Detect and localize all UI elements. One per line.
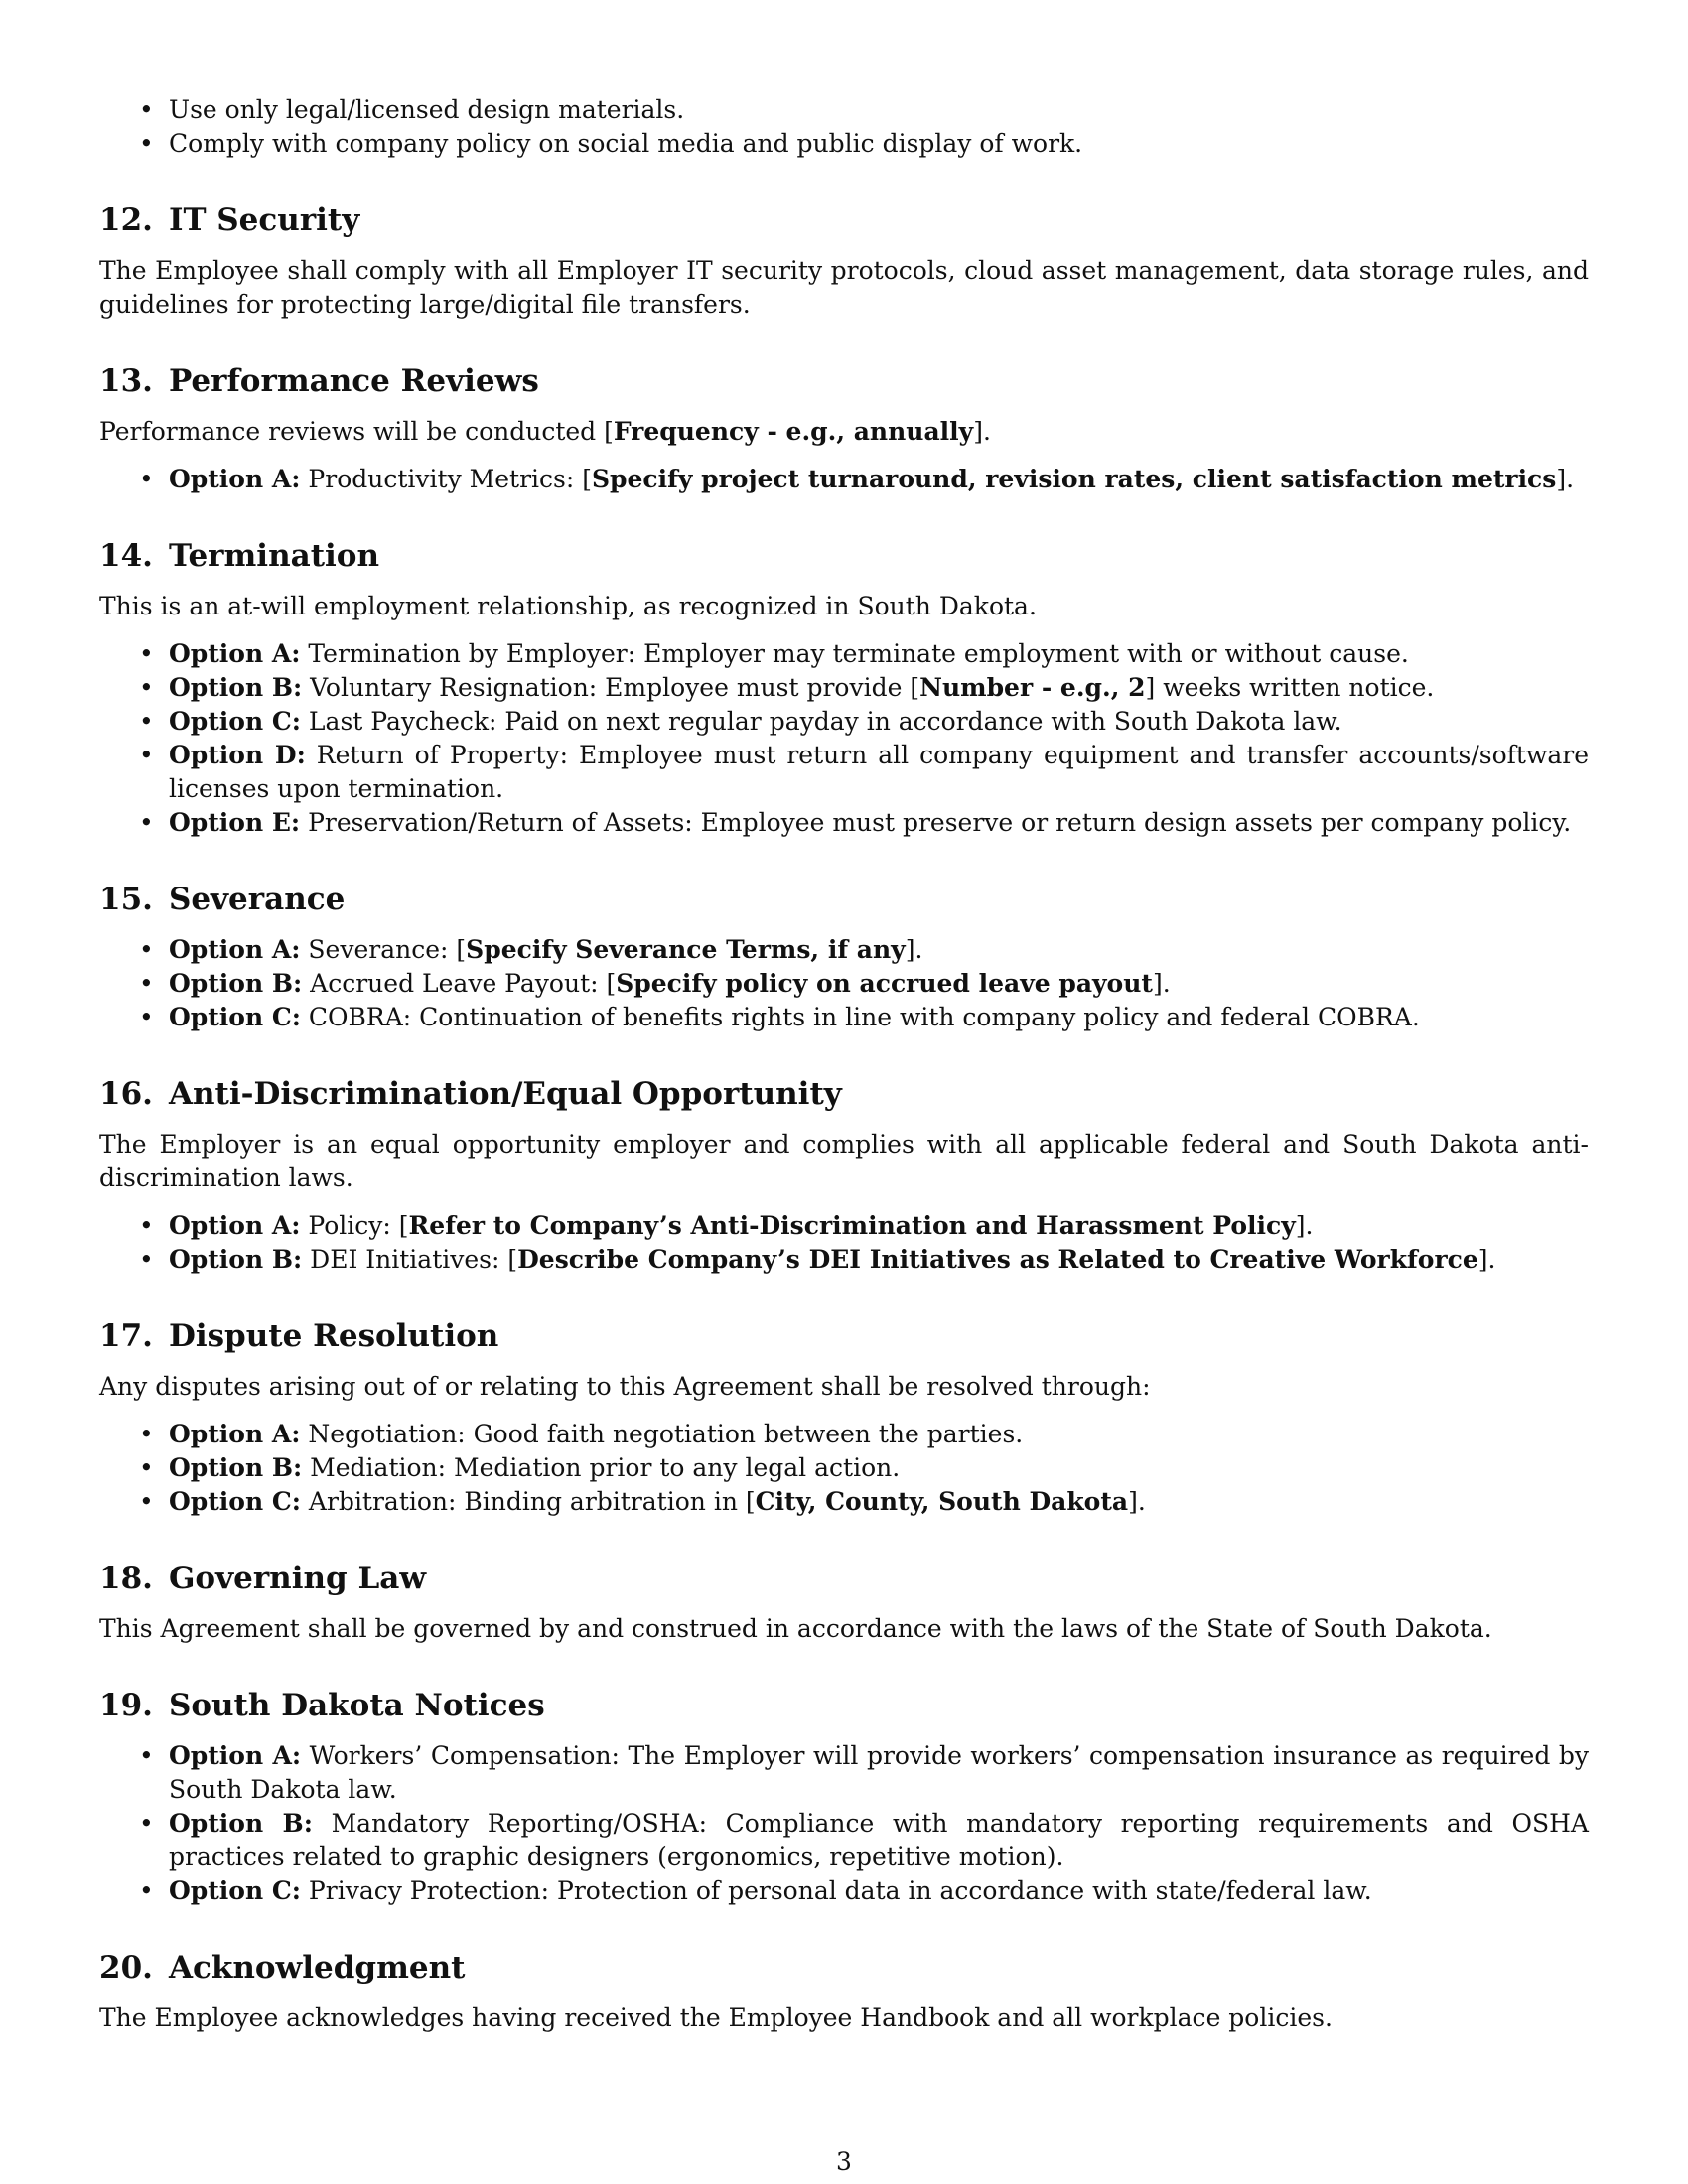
section-severance bbox=[99, 880, 1589, 1034]
section-paragraph: This Agreement shall be governed by and construed in accordance with the laws of the State of South Dakota. bbox=[99, 1614, 1492, 1643]
option-list bbox=[99, 933, 1589, 1034]
list-item: • Comply with company policy on social media and public display of work. bbox=[99, 127, 1589, 161]
option-list bbox=[99, 1418, 1589, 1519]
section-heading: 13. Performance Reviews bbox=[99, 363, 539, 399]
list-item: • Option C: COBRA: Continuation of benefits rights in line with company policy and federal COBRA. bbox=[99, 1001, 1589, 1034]
placeholder-text: Specify Severance Terms, if any bbox=[466, 935, 906, 964]
list-item: • Option A: Severance: [Specify Severance Terms, if any]. bbox=[99, 933, 1589, 967]
list-item: • Option D: Return of Property: Employee must return all company equipment and transfer accounts/software licenses upon termination. bbox=[99, 739, 1589, 806]
section-it-security bbox=[99, 201, 1589, 322]
list-item: • Use only legal/licensed design materials. bbox=[99, 93, 1589, 127]
section-acknowledgment bbox=[99, 1948, 1589, 2035]
placeholder-text: Refer to Company’s Anti-Discrimination and Harassment Policy bbox=[408, 1211, 1296, 1240]
section-performance-reviews bbox=[99, 361, 1589, 496]
section-heading: 14. Termination bbox=[99, 538, 380, 574]
placeholder-text: City, County, South Dakota bbox=[755, 1487, 1129, 1516]
option-list bbox=[99, 1739, 1589, 1908]
list-item: • Option B: Mandatory Reporting/OSHA: Compliance with mandatory reporting requirements and OSHA practices related to graphic designers (ergonomics, repetitive motion). bbox=[99, 1807, 1589, 1874]
list-item: • Option B: Accrued Leave Payout: [Specify policy on accrued leave payout]. bbox=[99, 967, 1589, 1001]
section-paragraph: The Employee shall comply with all Employer IT security protocols, cloud asset management, data storage rules, and guidelines for protecting large/digital file transfers. bbox=[99, 256, 1589, 319]
placeholder-text: Number - e.g., 2 bbox=[919, 673, 1146, 702]
option-list bbox=[99, 637, 1589, 840]
placeholder-text: Specify policy on accrued leave payout bbox=[616, 969, 1153, 998]
top-bullet-list bbox=[99, 93, 1589, 161]
list-item: • Option C: Last Paycheck: Paid on next regular payday in accordance with South Dakota law. bbox=[99, 705, 1589, 739]
section-anti-discrimination bbox=[99, 1074, 1589, 1277]
placeholder-text: Describe Company’s DEI Initiatives as Related to Creative Workforce bbox=[517, 1245, 1478, 1274]
option-list bbox=[99, 463, 1589, 496]
list-item: • Option A: Workers’ Compensation: The Employer will provide workers’ compensation insurance as required by South Dakota law. bbox=[99, 1739, 1589, 1807]
list-item: • Option B: Mediation: Mediation prior to any legal action. bbox=[99, 1451, 1589, 1485]
section-paragraph: Any disputes arising out of or relating to this Agreement shall be resolved through: bbox=[99, 1372, 1151, 1401]
section-dispute-resolution bbox=[99, 1316, 1589, 1519]
section-paragraph: Performance reviews will be conducted [Frequency - e.g., annually]. bbox=[99, 417, 991, 446]
document-page bbox=[99, 93, 1589, 2035]
section-heading: 12. IT Security bbox=[99, 203, 360, 238]
list-item: • Option B: Voluntary Resignation: Employee must provide [Number - e.g., 2] weeks written notice. bbox=[99, 671, 1589, 705]
option-list bbox=[99, 1209, 1589, 1277]
placeholder-text: Specify project turnaround, revision rates, client satisfaction metrics bbox=[591, 465, 1557, 493]
page-number: 3 bbox=[836, 2147, 852, 2176]
section-heading: 20. Acknowledgment bbox=[99, 1950, 466, 1985]
list-item: • Option C: Arbitration: Binding arbitration in [City, County, South Dakota]. bbox=[99, 1485, 1589, 1519]
section-paragraph: This is an at-will employment relationship, as recognized in South Dakota. bbox=[99, 592, 1037, 620]
section-heading: 17. Dispute Resolution bbox=[99, 1318, 499, 1354]
list-item: • Option A: Negotiation: Good faith negotiation between the parties. bbox=[99, 1418, 1589, 1451]
section-termination bbox=[99, 536, 1589, 840]
section-heading: 19. South Dakota Notices bbox=[99, 1688, 545, 1723]
list-item: • Option A: Productivity Metrics: [Specify project turnaround, revision rates, client satisfaction metrics]. bbox=[99, 463, 1589, 496]
section-heading: 16. Anti-Discrimination/Equal Opportunity bbox=[99, 1076, 842, 1112]
list-item: • Option B: DEI Initiatives: [Describe Company’s DEI Initiatives as Related to Creative Workforce]. bbox=[99, 1243, 1589, 1277]
list-item: • Option A: Termination by Employer: Employer may terminate employment with or without cause. bbox=[99, 637, 1589, 671]
section-paragraph: The Employer is an equal opportunity employer and complies with all applicable federal and South Dakota anti-discrimination laws. bbox=[99, 1130, 1589, 1192]
placeholder-text: Frequency - e.g., annually bbox=[613, 417, 974, 446]
section-heading: 18. Governing Law bbox=[99, 1561, 427, 1596]
list-item: • Option A: Policy: [Refer to Company’s Anti-Discrimination and Harassment Policy]. bbox=[99, 1209, 1589, 1243]
list-item: • Option C: Privacy Protection: Protection of personal data in accordance with state/federal law. bbox=[99, 1874, 1589, 1908]
section-governing-law bbox=[99, 1559, 1589, 1646]
list-item: • Option E: Preservation/Return of Assets: Employee must preserve or return design assets per company policy. bbox=[99, 806, 1589, 840]
section-heading: 15. Severance bbox=[99, 882, 346, 917]
section-south-dakota-notices bbox=[99, 1686, 1589, 1908]
section-paragraph: The Employee acknowledges having received the Employee Handbook and all workplace policies. bbox=[99, 2003, 1333, 2032]
